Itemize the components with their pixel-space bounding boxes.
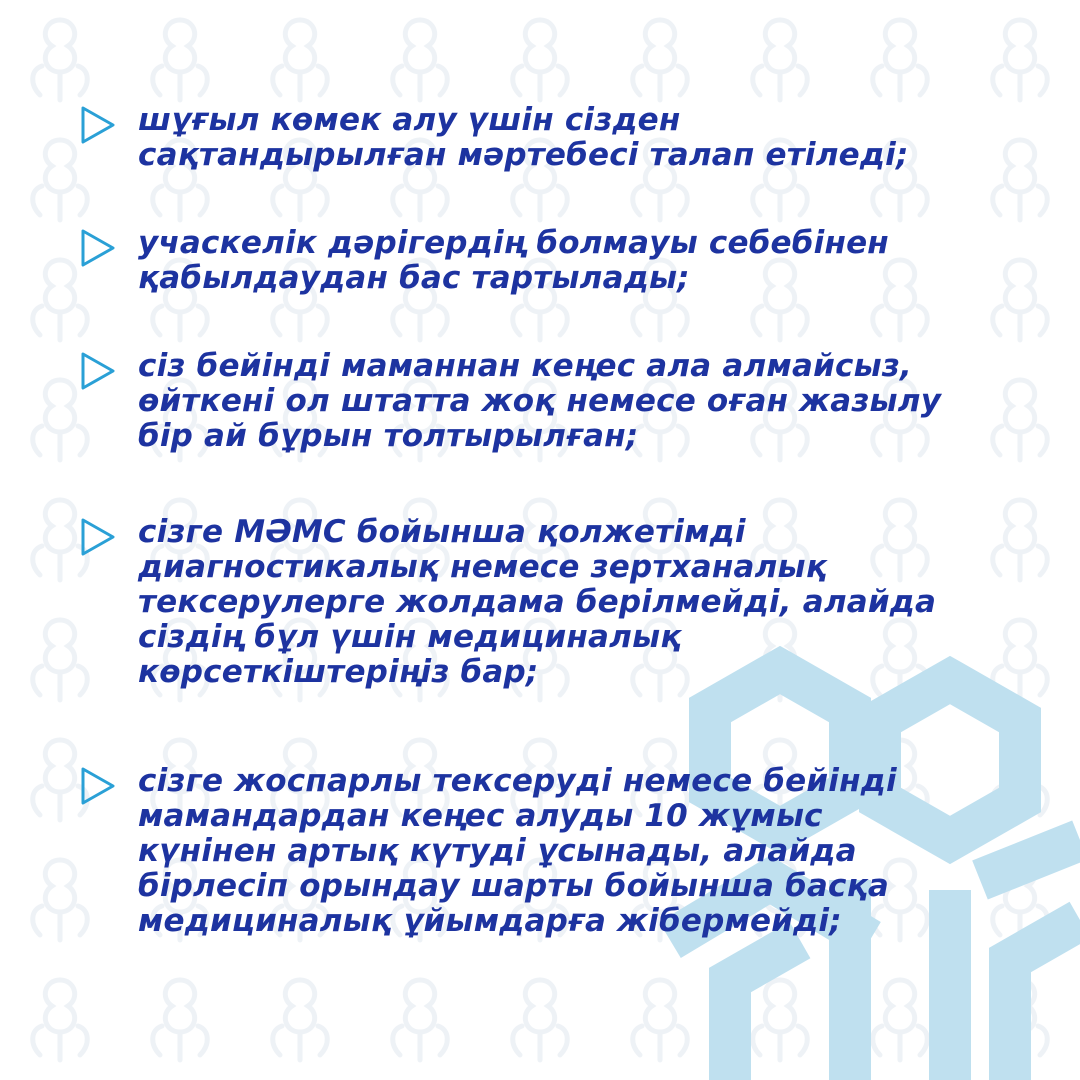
list-item-text: учаскелік дәрігердің болмауы себебінен қабылдаудан бас тартылады; xyxy=(138,225,889,296)
list-item-text: шұғыл көмек алу үшін сізден сақтандырылған мәртебесі талап етіледі; xyxy=(138,102,909,173)
triangle-play-outline-icon xyxy=(80,351,118,391)
triangle-play-outline-icon xyxy=(80,105,118,145)
list-item-text: сіз бейінді маманнан кеңес ала алмайсыз, өйткені ол штатта жоқ немесе оған жазылу бір ай бұрын толтырылған; xyxy=(138,348,942,454)
list-item-text: сізге МӘМС бойынша қолжетімді диагностикалық немесе зертханалық тексерулерге жолдама берілмейді, алайда сіздің бұл үшін медициналық көрсеткіштеріңіз бар; xyxy=(138,514,937,690)
list-item-text: сізге жоспарлы тексеруді немесе бейінді мамандардан кеңес алуды 10 жұмыс күнінен артық күтуді ұсынады, алайда бірлесіп орындау шарты бойынша басқа медициналық ұйымдарға жібермейді; xyxy=(138,763,897,939)
triangle-play-outline-icon xyxy=(80,766,118,806)
triangle-play-outline-icon xyxy=(80,517,118,557)
triangle-play-outline-icon xyxy=(80,228,118,268)
